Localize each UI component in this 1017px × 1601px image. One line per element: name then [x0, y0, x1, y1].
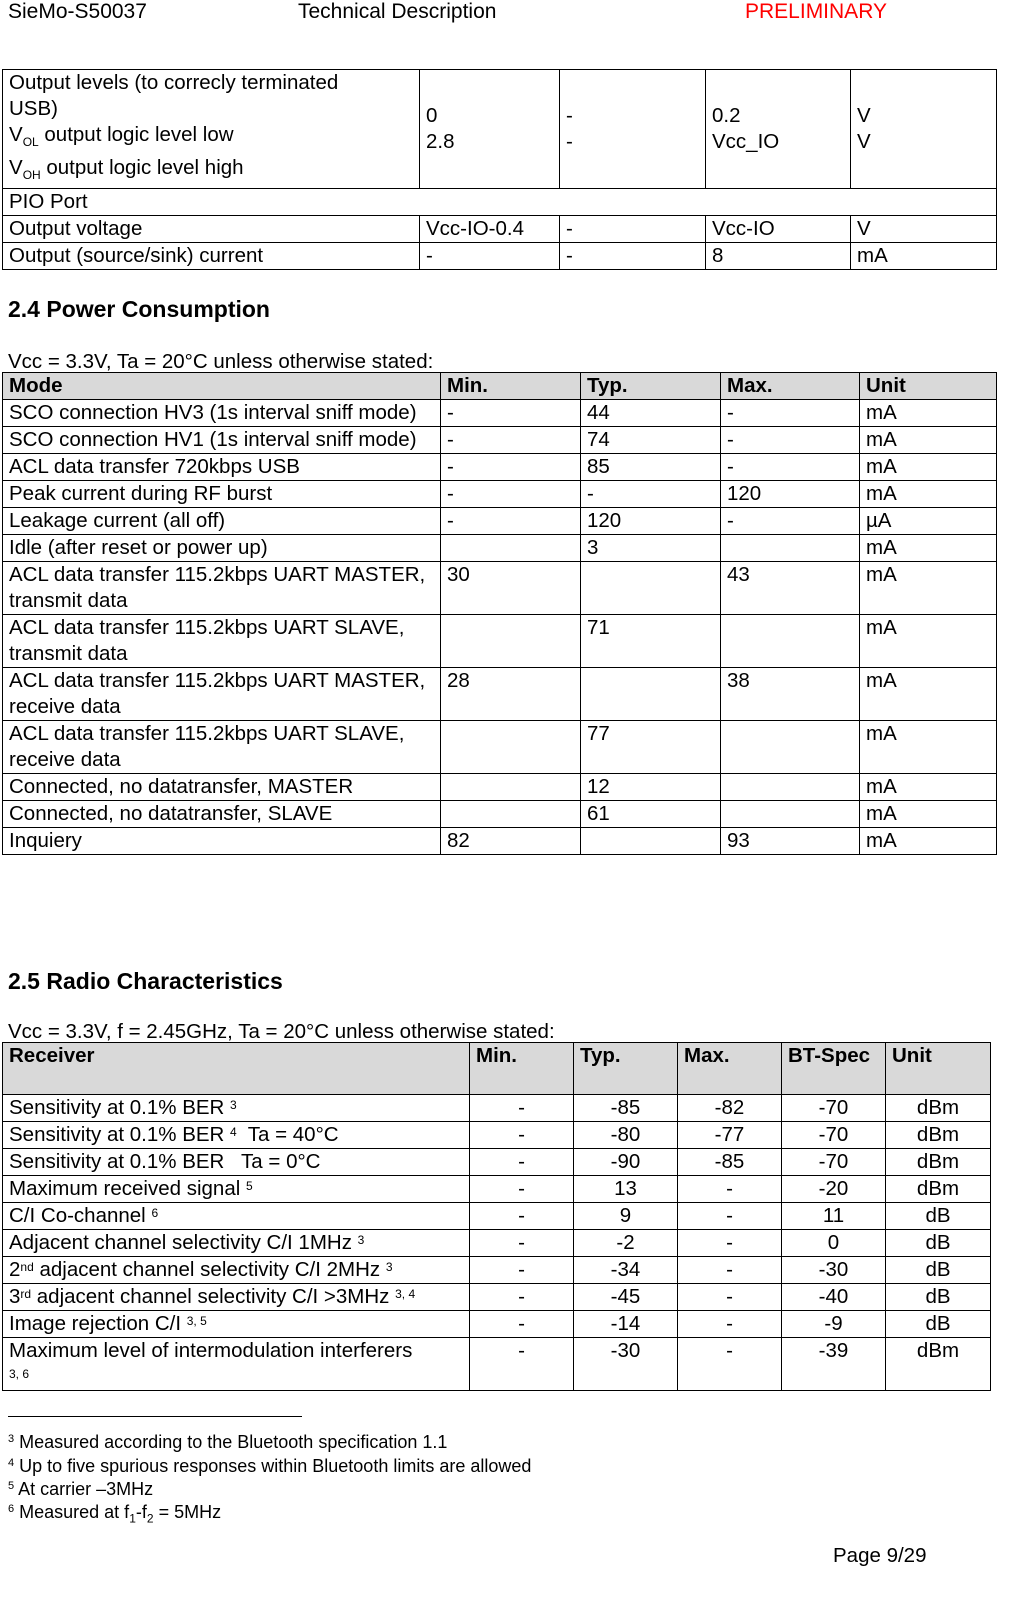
column-header: Min.: [441, 373, 581, 400]
table-cell: -: [721, 454, 860, 481]
table-row: [3, 508, 997, 535]
table-cell: -45: [574, 1284, 678, 1311]
table-cell: 85: [581, 454, 721, 481]
table-cell: -: [470, 1311, 574, 1338]
column-header: Min.: [470, 1043, 574, 1095]
table-cell: -82: [678, 1095, 782, 1122]
table-cell: Vcc-IO: [706, 216, 851, 243]
table-cell: -: [470, 1257, 574, 1284]
table-cell: -: [441, 481, 581, 508]
doc-id: SieMo-S50037: [8, 0, 147, 23]
output-levels-max: 0.2 Vcc_IO: [706, 70, 851, 189]
table-cell: -: [581, 481, 721, 508]
table-header-row: [3, 373, 997, 400]
power-conditions: Vcc = 3.3V, Ta = 20°C unless otherwise stated:: [8, 350, 434, 373]
table-cell: -: [560, 243, 706, 270]
table-cell: mA: [860, 562, 997, 615]
table-cell: ACL data transfer 115.2kbps UART MASTER, transmit data: [3, 562, 441, 615]
table-cell: Inquiery: [3, 828, 441, 855]
table-cell: -: [678, 1203, 782, 1230]
table-row: [3, 427, 997, 454]
table-cell: 43: [721, 562, 860, 615]
table-cell: -: [678, 1257, 782, 1284]
table-cell: 82: [441, 828, 581, 855]
table-cell: Maximum received signal $^5$: [3, 1176, 470, 1203]
footnote: $^4$ Up to five spurious responses within Bluetooth limits are allowed: [8, 1456, 532, 1476]
table-cell: Connected, no datatransfer, SLAVE: [3, 801, 441, 828]
table-cell: -: [678, 1230, 782, 1257]
table-cell: -80: [574, 1122, 678, 1149]
table-row: [3, 615, 997, 668]
table-cell: -2: [574, 1230, 678, 1257]
table-cell: dB: [886, 1230, 991, 1257]
table-cell: Idle (after reset or power up): [3, 535, 441, 562]
table-cell: -: [470, 1176, 574, 1203]
table-cell: ACL data transfer 115.2kbps UART MASTER, receive data: [3, 668, 441, 721]
table-cell: -9: [782, 1311, 886, 1338]
table-cell: mA: [860, 721, 997, 774]
table-cell: -39: [782, 1338, 886, 1391]
table-row: [3, 562, 997, 615]
table-cell: 38: [721, 668, 860, 721]
table-cell: mA: [851, 243, 997, 270]
table-cell: dBm: [886, 1338, 991, 1391]
table-cell: 61: [581, 801, 721, 828]
table-row: [3, 721, 997, 774]
table-cell: -85: [574, 1095, 678, 1122]
table-cell: mA: [860, 454, 997, 481]
table-row: [3, 454, 997, 481]
table-cell: -: [721, 427, 860, 454]
table-cell: 74: [581, 427, 721, 454]
column-header: Typ.: [581, 373, 721, 400]
table-cell: mA: [860, 535, 997, 562]
table-cell: 28: [441, 668, 581, 721]
table-cell: mA: [860, 828, 997, 855]
table-cell: -: [560, 216, 706, 243]
table-cell: dB: [886, 1257, 991, 1284]
table-row: [3, 801, 997, 828]
table-row: [3, 216, 997, 243]
table-cell: [441, 801, 581, 828]
table-cell: 3rd adjacent channel selectivity C/I >3MHz $^{3, 4}$: [3, 1284, 470, 1311]
radio-conditions: Vcc = 3.3V, f = 2.45GHz, Ta = 20°C unless otherwise stated:: [8, 1020, 555, 1043]
table-cell: -: [441, 508, 581, 535]
table-cell: -: [470, 1122, 574, 1149]
table-cell: Image rejection C/I $^{3, 5}$: [3, 1311, 470, 1338]
table-cell: 13: [574, 1176, 678, 1203]
table-row: [3, 774, 997, 801]
table-cell: mA: [860, 801, 997, 828]
footnote: $^3$ Measured according to the Bluetooth specification 1.1: [8, 1432, 448, 1452]
table-cell: -: [470, 1230, 574, 1257]
table-cell: -: [470, 1203, 574, 1230]
table-cell: V: [851, 216, 997, 243]
table-cell: -14: [574, 1311, 678, 1338]
footnote: $^6$ Measured at $f_1-f_2 = 5MHz$: [8, 1502, 222, 1526]
table-cell: Peak current during RF burst: [3, 481, 441, 508]
electrical-table: [2, 69, 997, 270]
table-row: [3, 668, 997, 721]
table-cell: [721, 615, 860, 668]
table-cell: -90: [574, 1149, 678, 1176]
table-cell: -34: [574, 1257, 678, 1284]
table-cell: [721, 535, 860, 562]
radio-table: [2, 1042, 991, 1391]
table-cell: mA: [860, 615, 997, 668]
table-cell: Sensitivity at 0.1% BER Ta = 0°C: [3, 1149, 470, 1176]
table-cell: [581, 562, 721, 615]
table-cell: -20: [782, 1176, 886, 1203]
table-cell: Leakage current (all off): [3, 508, 441, 535]
table-cell: 71: [581, 615, 721, 668]
table-row: [3, 828, 997, 855]
table-cell: 93: [721, 828, 860, 855]
table-cell: -: [678, 1338, 782, 1391]
column-header: Unit: [886, 1043, 991, 1095]
table-cell: -: [470, 1338, 574, 1391]
column-header: Typ.: [574, 1043, 678, 1095]
table-cell: µA: [860, 508, 997, 535]
table-cell: Sensitivity at 0.1% BER $^3$: [3, 1095, 470, 1122]
table-row: [3, 1230, 991, 1257]
table-cell: Output voltage: [3, 216, 420, 243]
doc-type: Technical Description: [298, 0, 497, 23]
table-cell: C/I Co-channel $^6$: [3, 1203, 470, 1230]
table-cell: [721, 721, 860, 774]
table-cell: -: [470, 1284, 574, 1311]
table-cell: dBm: [886, 1122, 991, 1149]
table-cell: -: [470, 1149, 574, 1176]
pio-port-label: PIO Port: [3, 189, 997, 216]
table-cell: Sensitivity at 0.1% BER $^4$ Ta = 40°C: [3, 1122, 470, 1149]
table-cell: Vcc-IO-0.4: [420, 216, 560, 243]
section-heading-power: 2.4 Power Consumption: [8, 296, 270, 322]
table-row: [3, 1284, 991, 1311]
column-header: Max.: [721, 373, 860, 400]
table-cell: 30: [441, 562, 581, 615]
column-header: Max.: [678, 1043, 782, 1095]
table-cell: ACL data transfer 115.2kbps UART SLAVE, receive data: [3, 721, 441, 774]
table-cell: -: [678, 1311, 782, 1338]
table-row: [3, 1338, 991, 1391]
table-cell: 11: [782, 1203, 886, 1230]
table-cell: Maximum level of intermodulation interferers $^{3, 6}$: [3, 1338, 470, 1391]
table-cell: 0: [782, 1230, 886, 1257]
table-row: [3, 1122, 991, 1149]
table-cell: ACL data transfer 720kbps USB: [3, 454, 441, 481]
table-cell: mA: [860, 400, 997, 427]
table-cell: [581, 668, 721, 721]
table-cell: dB: [886, 1311, 991, 1338]
table-cell: -40: [782, 1284, 886, 1311]
table-row: [3, 243, 997, 270]
table-cell: -: [678, 1284, 782, 1311]
table-cell: 9: [574, 1203, 678, 1230]
table-cell: -30: [782, 1257, 886, 1284]
output-levels-unit: V V: [851, 70, 997, 189]
table-cell: -70: [782, 1149, 886, 1176]
table-cell: SCO connection HV3 (1s interval sniff mode): [3, 400, 441, 427]
table-cell: Adjacent channel selectivity C/I 1MHz $^3$: [3, 1230, 470, 1257]
table-cell: -: [441, 454, 581, 481]
table-cell: dBm: [886, 1149, 991, 1176]
table-cell: -: [441, 400, 581, 427]
table-cell: 77: [581, 721, 721, 774]
table-cell: mA: [860, 427, 997, 454]
table-cell: -70: [782, 1122, 886, 1149]
table-cell: -70: [782, 1095, 886, 1122]
table-row: [3, 400, 997, 427]
table-cell: mA: [860, 481, 997, 508]
output-levels-label: Output levels (to correcly terminated USB) $V_{OL}$ output logic level low $V_{OH}$ output logic level high: [3, 70, 420, 189]
power-table: [2, 372, 997, 855]
column-header: Mode: [3, 373, 441, 400]
table-cell: -: [441, 427, 581, 454]
table-row: [3, 1311, 991, 1338]
section-heading-radio: 2.5 Radio Characteristics: [8, 968, 283, 994]
table-cell: Connected, no datatransfer, MASTER: [3, 774, 441, 801]
table-cell: dB: [886, 1284, 991, 1311]
table-cell: 8: [706, 243, 851, 270]
table-cell: -: [678, 1176, 782, 1203]
table-cell: mA: [860, 774, 997, 801]
table-row: [3, 1095, 991, 1122]
table-cell: 44: [581, 400, 721, 427]
column-header: Receiver: [3, 1043, 470, 1095]
table-cell: [441, 774, 581, 801]
table-cell: 2nd adjacent channel selectivity C/I 2MHz $^3$: [3, 1257, 470, 1284]
table-cell: mA: [860, 668, 997, 721]
table-cell: 120: [581, 508, 721, 535]
table-cell: -85: [678, 1149, 782, 1176]
page-number: Page 9/29: [833, 1544, 927, 1567]
table-cell: [441, 721, 581, 774]
table-cell: ACL data transfer 115.2kbps UART SLAVE, transmit data: [3, 615, 441, 668]
table-cell: dB: [886, 1203, 991, 1230]
output-levels-typ: - -: [560, 70, 706, 189]
table-row: [3, 70, 997, 189]
table-cell: -: [721, 400, 860, 427]
status-label: PRELIMINARY: [745, 0, 887, 23]
table-cell: -77: [678, 1122, 782, 1149]
table-cell: [721, 774, 860, 801]
table-row: [3, 189, 997, 216]
table-header-row: [3, 1043, 991, 1095]
table-cell: [581, 828, 721, 855]
table-cell: -30: [574, 1338, 678, 1391]
table-cell: 3: [581, 535, 721, 562]
table-cell: -: [470, 1095, 574, 1122]
table-row: [3, 1203, 991, 1230]
table-cell: dBm: [886, 1176, 991, 1203]
table-row: [3, 1257, 991, 1284]
table-cell: 120: [721, 481, 860, 508]
table-cell: [721, 801, 860, 828]
table-cell: [441, 615, 581, 668]
table-cell: 12: [581, 774, 721, 801]
footnote: $^5$ At carrier –3MHz: [8, 1479, 154, 1499]
table-cell: SCO connection HV1 (1s interval sniff mode): [3, 427, 441, 454]
output-levels-min: 0 2.8: [420, 70, 560, 189]
table-cell: [441, 535, 581, 562]
table-row: [3, 481, 997, 508]
table-cell: Output (source/sink) current: [3, 243, 420, 270]
table-cell: -: [721, 508, 860, 535]
column-header: Unit: [860, 373, 997, 400]
footnote-divider: [8, 1416, 302, 1417]
table-row: [3, 535, 997, 562]
table-row: [3, 1149, 991, 1176]
column-header: BT-Spec: [782, 1043, 886, 1095]
table-row: [3, 1176, 991, 1203]
table-cell: -: [420, 243, 560, 270]
table-cell: dBm: [886, 1095, 991, 1122]
